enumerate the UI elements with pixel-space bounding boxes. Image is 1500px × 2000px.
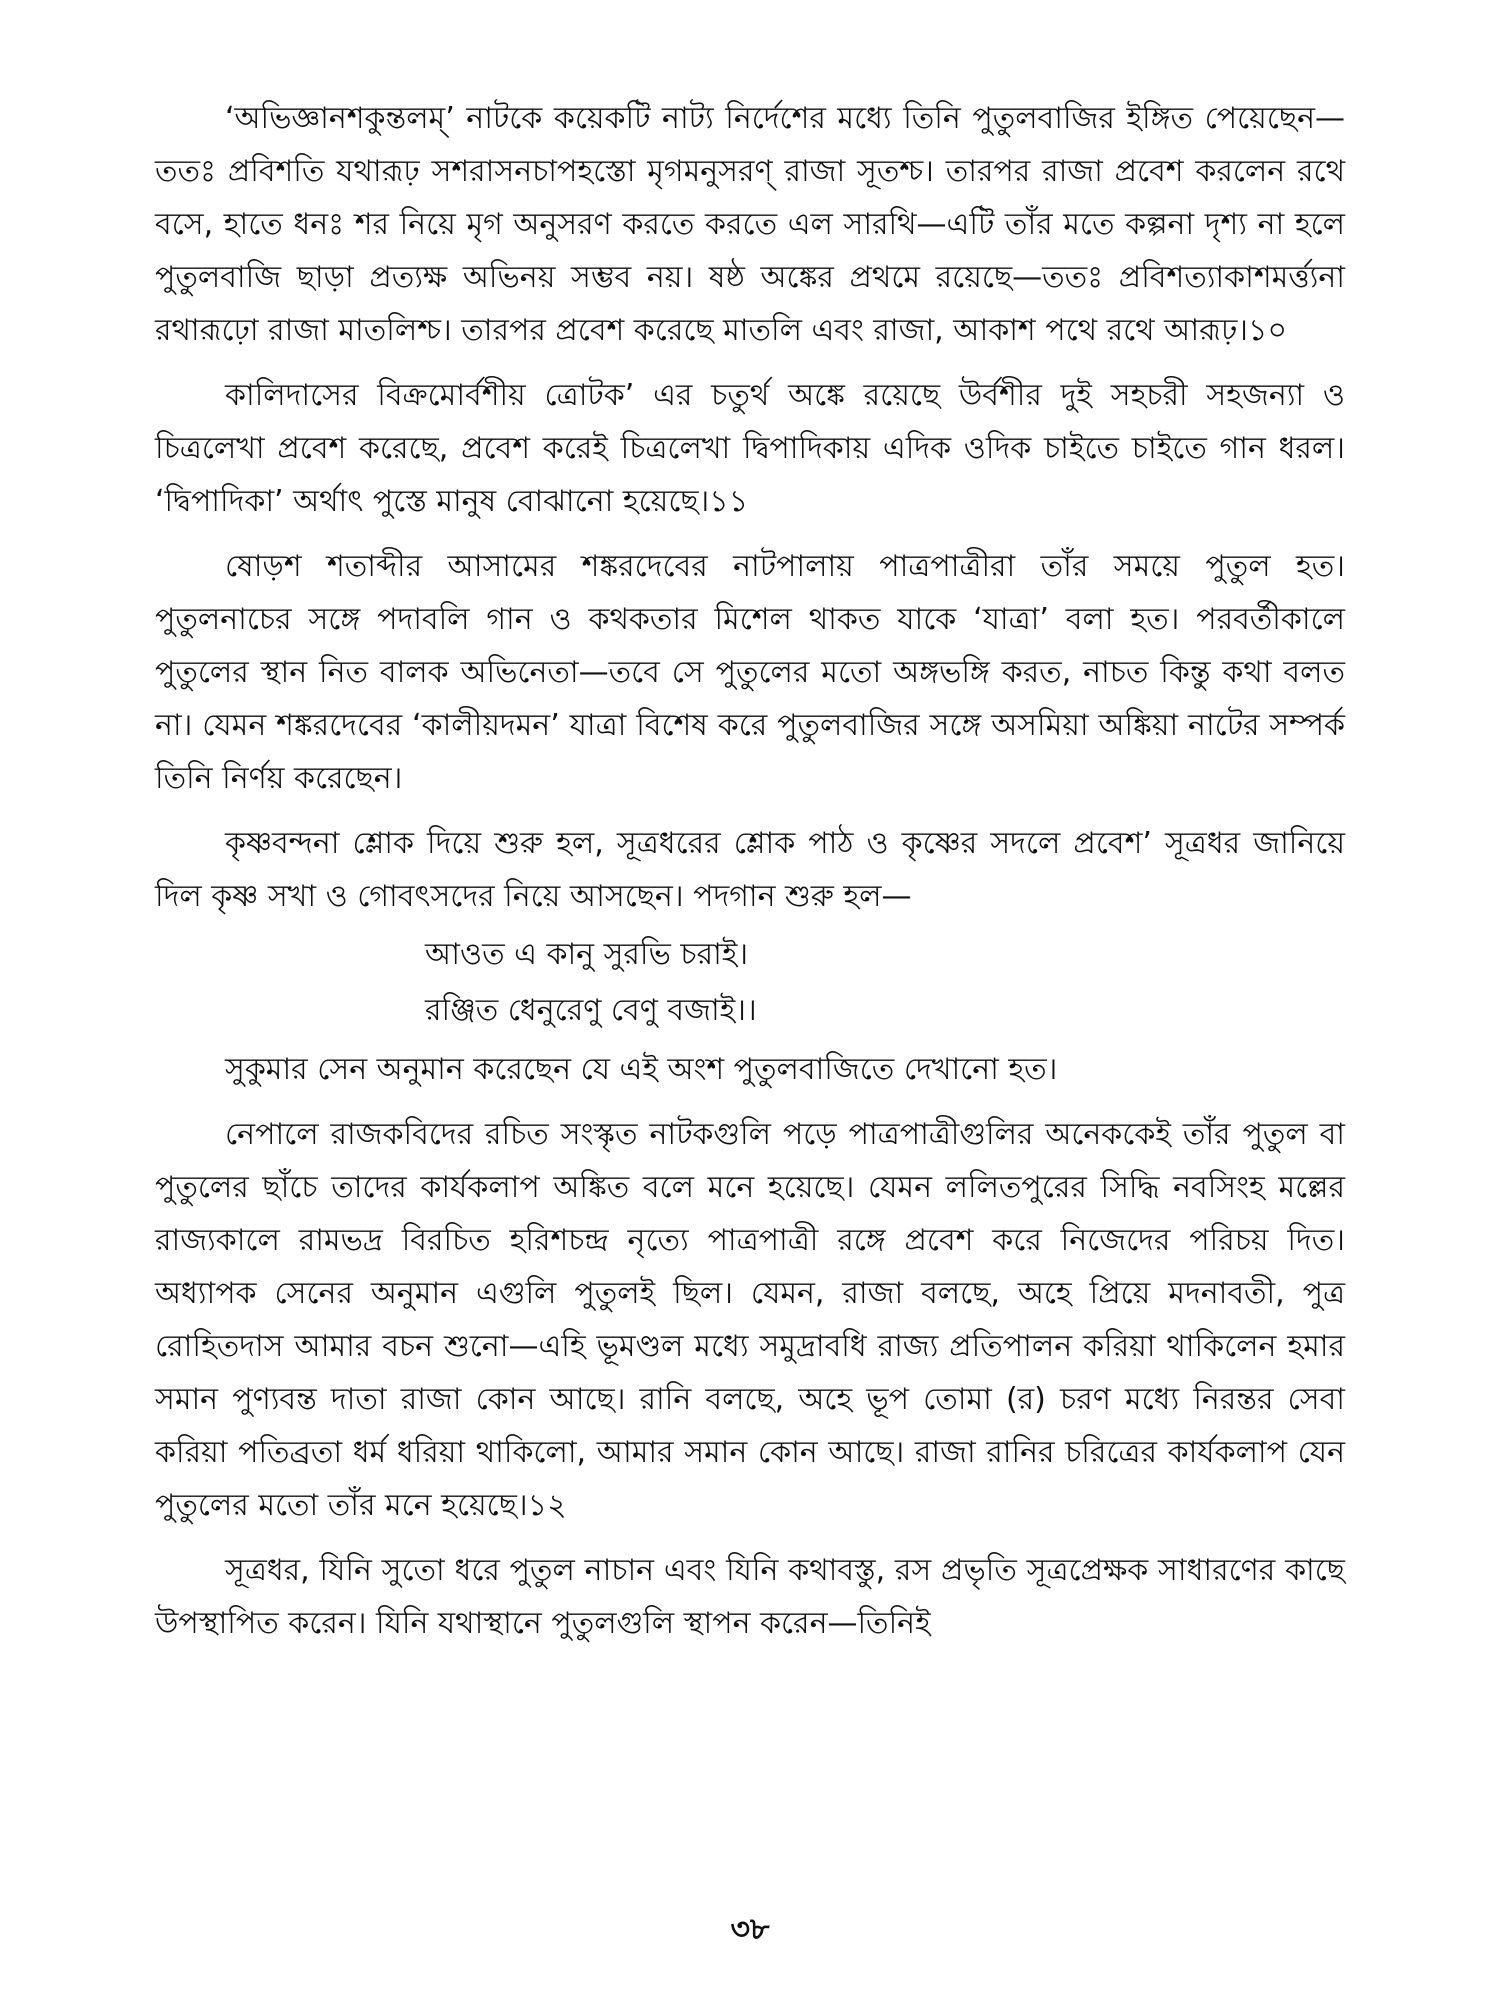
paragraph-sutradhar: সূত্রধর, যিনি সুতো ধরে পুতুল নাচান এবং যিনি কথাবস্তু, রস প্রভৃতি সূত্রপ্রেক্ষক সাধারণের কাছে উপস্থাপিত করেন। যিনি যথাস্থানে পুতুলগুলি স্থাপন করেন—তিনিই xyxy=(155,1553,1345,1641)
paragraph-nepal: নেপালে রাজকবিদের রচিত সংস্কৃত নাটকগুলি পড়ে পাত্রপাত্রীগুলির অনেককেই তাঁর পুতুল বা পুতুলের ছাঁচে তাদের কার্যকলাপ অঙ্কিত বলে মনে হয়েছে। যেমন ললিতপুরের সিদ্ধি নবসিংহ মল্লের রাজ্যকালে রামভদ্র বিরচিত হরিশচন্দ্র নৃত্যে পাত্রপাত্রী রঙ্গে প্রবেশ করে নিজেদের পরিচয় দিত। অধ্যাপক সেনের অনুমান এগুলি পুতুলই ছিল। যেমন, রাজা বলছে, অহে প্রিয়ে মদনাবতী, পুত্র রোহিতদাস আমার বচন শুনো—এহি ভূমণ্ডল মধ্যে সমুদ্রাবধি রাজ্য প্রতিপালন করিয়া থাকিলেন হমার সমান পুণ্যবন্ত দাতা রাজা কোন আছে। রানি বলছে, অহে ভূপ তোমা (র) চরণ মধ্যে নিরন্তর সেবা করিয়া পতিব্রতা ধর্ম ধরিয়া থাকিলো, আমার সমান কোন আছে। রাজা রানির চরিত্রের কার্যকলাপ যেন পুতুলের মতো তাঁর মনে হয়েছে।১২ xyxy=(155,1117,1345,1523)
page-number: ৩৮ xyxy=(730,1912,770,1947)
verse-line: আওত এ কানু সুরভি চরাই। xyxy=(425,937,749,972)
page-body xyxy=(155,92,1345,1650)
paragraph-abhijnanashakuntalam: ‘অভিজ্ঞানশকুন্তলম্’ নাটকে কয়েকটি নাট্য নির্দেশের মধ্যে তিনি পুতুলবাজির ইঙ্গিত পেয়েছেন—ততঃ প্রবিশতি যথারূঢ় সশরাসনচাপহস্তো মৃগমনুসরণ্‌ রাজা সূতশ্চ। তারপর রাজা প্রবেশ করলেন রথে বসে, হাতে ধনঃ শর নিয়ে মৃগ অনুসরণ করতে করতে এল সারথি—এটি তাঁর মতে কল্পনা দৃশ্য না হলে পুতুলবাজি ছাড়া প্রত্যক্ষ অভিনয় সম্ভব নয়। ষষ্ঠ অঙ্কের প্রথমে রয়েছে—ততঃ প্রবিশত্যাকাশমর্ত্ত্যনা রথারূঢ়ো রাজা মাতলিশ্চ। তারপর প্রবেশ করেছে মাতলি এবং রাজা, আকাশ পথে রথে আরূঢ়।১০ xyxy=(155,101,1345,348)
verse-block xyxy=(155,927,1345,1039)
verse-line: রঞ্জিত ধেনুরেণু বেণু বজাই।। xyxy=(425,993,757,1028)
paragraph-krishna-vandana: কৃষ্ণবন্দনা শ্লোক দিয়ে শুরু হল, সূত্রধরের শ্লোক পাঠ ও কৃষ্ণের সদলে প্রবেশ’ সূত্রধর জানিয়ে দিল কৃষ্ণ সখা ও গোবৎসদের নিয়ে আসছেন। পদগান শুরু হল— xyxy=(155,826,1345,914)
paragraph-shankardev: ষোড়শ শতাব্দীর আসামের শঙ্করদেবের নাটপালায় পাত্রপাত্রীরা তাঁর সময়ে পুতুল হত। পুতুলনাচের সঙ্গে পদাবলি গান ও কথকতার মিশেল থাকত যাকে ‘যাত্রা’ বলা হত। পরবর্তীকালে পুতুলের স্থান নিত বালক অভিনেতা—তবে সে পুতুলের মতো অঙ্গভঙ্গি করত, নাচত কিন্তু কথা বলত না। যেমন শঙ্করদেবের ‘কালীয়দমন’ যাত্রা বিশেষ করে পুতুলবাজির সঙ্গে অসমিয়া অঙ্কিয়া নাটের সম্পর্ক তিনি নির্ণয় করেছেন। xyxy=(155,549,1345,796)
paragraph-vikramorvashiya: কালিদাসের বিক্রমোর্বশীয় ত্রোটক’ এর চতুর্থ অঙ্কে রয়েছে উর্বশীর দুই সহচরী সহজন্যা ও চিত্রলেখা প্রবেশ করেছে, প্রবেশ করেই চিত্রলেখা দ্বিপাদিকায় এদিক ওদিক চাইতে চাইতে গান ধরল। ‘দ্বিপাদিকা’ অর্থাৎ পুস্তে মানুষ বোঝানো হয়েছে।১১ xyxy=(155,378,1345,519)
paragraph-sukumar-sen: সুকুমার সেন অনুমান করেছেন যে এই অংশ পুতুলবাজিতে দেখানো হত। xyxy=(225,1052,1058,1087)
